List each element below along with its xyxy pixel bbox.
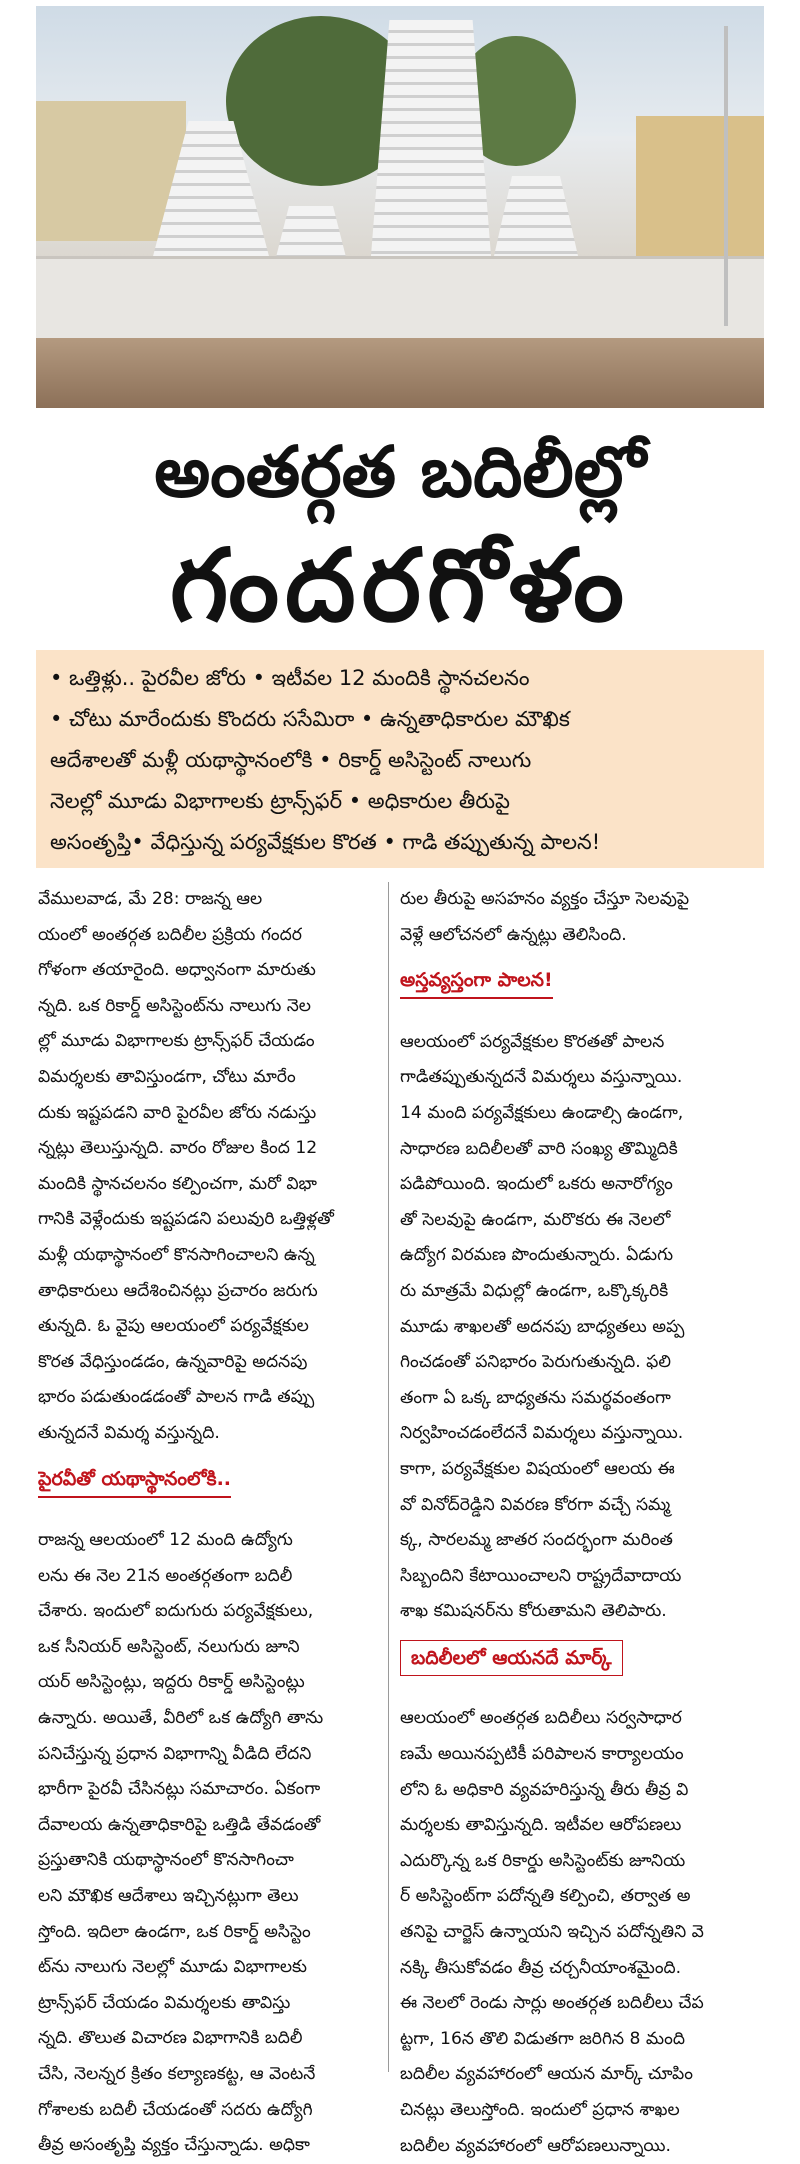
text-line: గాడితప్పుతున్నదనే విమర్శలు వస్తున్నాయి.: [400, 1067, 683, 1088]
text-line: న్నది. తొలుత విచారణ విభాగానికి బదిలీ: [38, 2028, 303, 2049]
text-line: ఉన్నారు. అయితే, వీరిలో ఒక ఉద్యోగి తాను: [38, 1708, 324, 1729]
article-left-column: [38, 882, 390, 2164]
photo-wall: [36, 256, 764, 349]
text-line: లని మౌఖిక ఆదేశాలు ఇచ్చినట్లుగా తెలు: [38, 1886, 299, 1907]
text-line: తున్నది. ఓ వైపు ఆలయంలో పర్యవేక్షకుల: [38, 1316, 309, 1337]
text-line: లోని ఓ అధికారి వ్యవహరిస్తున్న తీరు తీవ్ర వి: [400, 1779, 689, 1800]
text-line: చినట్లు తెలుస్తోంది. ఇందులో ప్రధాన శాఖల: [400, 2100, 680, 2120]
article-right-column: [400, 882, 752, 2164]
text-line: చేసి, నెలన్నర క్రితం కల్యాణకట్ట, ఆ వెంటనే: [38, 2064, 316, 2084]
text-line: యంలో అంతర్గత బదిలీల ప్రక్రియ గందర: [38, 924, 302, 945]
text-line: ఎదుర్కొన్న ఒక రికార్డు అసిస్టెంట్‌కు జూనియ: [400, 1850, 686, 1871]
text-line: కాగా, పర్యవేక్షకుల విషయంలో ఆలయ ఈ: [400, 1458, 675, 1479]
text-line: దేవాలయ ఉన్నతాధికారిపై ఒత్తిడి తేవడంతో: [38, 1814, 321, 1835]
text-line: ణమే అయినప్పటికీ పరిపాలన కార్యాలయం: [400, 1744, 684, 1765]
text-line: తనిపై చార్జెస్ ఉన్నాయని ఇచ్చిన పదోన్నతిని వె: [400, 1922, 704, 1943]
text-line: ర్ అసిస్టెంట్‌గా పదోన్నతి కల్పించి, తర్వాత అ: [400, 1886, 691, 1907]
text-line: క్క, సారలమ్మ జాతర సందర్భంగా మరింత: [400, 1530, 673, 1551]
text-line: ట్‌ను నాలుగు నెలల్లో మూడు విభాగాలకు: [38, 1957, 307, 1978]
text-line: 14 మంది పర్యవేక్షకులు ఉండాల్సి ఉండగా,: [400, 1102, 684, 1123]
text-line: విమర్శలకు తావిస్తుండగా, చోటు మారేం: [38, 1066, 296, 1087]
photo-lamp-pole: [724, 26, 728, 326]
text-line: ఆలయంలో అంతర్గత బదిలీలు సర్వసాధార: [400, 1708, 682, 1729]
photo-ground: [36, 338, 764, 408]
text-line: ఈ నెలలో రెండు సార్లు అంతర్గత బదిలీలు చేప: [400, 1993, 704, 2014]
text-line: యర్ అసిస్టెంట్లు, ఇద్దరు రికార్డ్ అసిస్టెంట్లు: [38, 1672, 305, 1693]
text-line: మర్శలకు తావిస్తున్నది. ఇటీవల ఆరోపణలు: [400, 1815, 682, 1836]
text-line: నక్కి తీసుకోవడం తీవ్ర చర్చనీయాంశమైంది.: [400, 1957, 682, 1978]
temple-photo: [36, 6, 764, 408]
text-line: వో వినోద్‌రెడ్డిని వివరణ కోరగా వచ్చే సమ్మ: [400, 1494, 671, 1515]
text-line: నిర్వహించడంలేదనే విమర్శలు వస్తున్నాయి.: [400, 1423, 684, 1444]
summary-deck: [36, 650, 764, 868]
subhead-pairavi: పైరవీతో యథాస్థానంలోకి..: [38, 1462, 231, 1498]
text-line: ట్టగా, 16న తొలి విడుతగా జరిగిన 8 మంది: [400, 2028, 685, 2049]
deck-line: • ఒత్తిళ్లు.. పైరవీల జోరు • ఇటీవల 12 మందికి స్థానచలనం: [50, 666, 530, 690]
deck-line: నెలల్లో మూడు విభాగాలకు ట్రాన్స్‌ఫర్ • అధికారుల తీరుపై: [50, 789, 510, 813]
deck-line: అసంతృప్తి• వేధిస్తున్న పర్యవేక్షకుల కొరత • గాడి తప్పుతున్న పాలన!: [50, 830, 601, 854]
text-line: దుకు ఇష్టపడని వారి పైరవీల జోరు నడుస్తు: [38, 1102, 317, 1123]
text-line: ట్రాన్స్‌ఫర్ చేయడం విమర్శలకు తావిస్తు: [38, 1992, 291, 2013]
text-line: రు మాత్రమే విధుల్లో ఉండగా, ఒక్కొక్కరికి: [400, 1280, 669, 1301]
text-line: న్నది. ఒక రికార్డ్ అసిస్టెంట్‌ను నాలుగు నెల: [38, 995, 311, 1016]
deck-line: • చోటు మారేందుకు కొందరు ససేమిరా • ఉన్నతాధికారుల మౌఖిక: [50, 707, 570, 731]
text-line: ఒక సీనియర్ అసిస్టెంట్, నలుగురు జూని: [38, 1636, 300, 1657]
text-line: రుల తీరుపై అసహనం వ్యక్తం చేస్తూ సెలవుపై: [400, 889, 690, 909]
text-line: మళ్లీ యథాస్థానంలో కొనసాగించాలని ఉన్న: [38, 1244, 315, 1265]
subhead-aayanade-mark: బదిలీలలో ఆయనదే మార్క్: [400, 1640, 623, 1676]
text-line: సాధారణ బదిలీలతో వారి సంఖ్య తొమ్మిదికి: [400, 1138, 678, 1159]
text-line: బదిలీల వ్యవహారంలో ఆరోపణలున్నాయి.: [400, 2135, 671, 2156]
text-line: న్నట్లు తెలుస్తున్నది. వారం రోజుల కింద 12: [38, 1138, 318, 1159]
text-line: స్తోంది. ఇదిలా ఉండగా, ఒక రికార్డ్ అసిస్టెం: [38, 1921, 311, 1942]
text-line: ల్లో మూడు విభాగాలకు ట్రాన్స్‌ఫర్ చేయడం: [38, 1031, 315, 1052]
text-line: తో సెలవుపై ఉండగా, మరొకరు ఈ నెలలో: [400, 1209, 671, 1230]
text-line: తున్నదనే విమర్శ వస్తున్నది.: [38, 1422, 220, 1443]
text-line: లను ఈ నెల 21న అంతర్గతంగా బదిలీ: [38, 1565, 293, 1586]
text-line: చేశారు. ఇందులో ఐదుగురు పర్యవేక్షకులు,: [38, 1601, 314, 1622]
text-line: మూడు శాఖలతో అదనపు బాధ్యతలు అప్ప: [400, 1316, 685, 1337]
text-line: సిబ్బందిని కేటాయించాలని రాష్ట్రదేవాదాయ: [400, 1565, 682, 1586]
text-line: వెళ్లే ఆలోచనలో ఉన్నట్లు తెలిసింది.: [400, 924, 627, 945]
photo-building-right: [636, 116, 764, 266]
left-para-2: [38, 1523, 390, 2164]
text-line: తంగా ఏ ఒక్క బాధ్యతను సమర్థవంతంగా: [400, 1387, 671, 1408]
text-line: వేములవాడ, మే 28: రాజన్న ఆల: [38, 889, 263, 909]
text-line: తీవ్ర అసంతృప్తి వ్యక్తం చేస్తున్నాడు. అధికా: [38, 2135, 310, 2156]
text-line: ఉద్యోగ విరమణ పొందుతున్నారు. ఏడుగు: [400, 1245, 674, 1266]
text-line: బదిలీల వ్యవహారంలో ఆయన మార్క్ చూపిం: [400, 2064, 693, 2085]
left-para-1: [38, 882, 390, 1452]
text-line: కొరత వేధిస్తుండడం, ఉన్నవారిపై అదనపు: [38, 1351, 308, 1372]
column-divider: [388, 882, 389, 2072]
text-line: పడిపోయింది. ఇందులో ఒకరు అనారోగ్యం: [400, 1174, 673, 1195]
text-line: పనిచేస్తున్న ప్రధాన విభాగాన్ని వీడిది లేదని: [38, 1743, 312, 1764]
text-line: మందికి స్థానచలనం కల్పించగా, మరో విభా: [38, 1173, 317, 1194]
text-line: గోళంగా తయారైంది. అధ్వానంగా మారుతు: [38, 960, 316, 981]
text-line: గోశాలకు బదిలీ చేయడంతో సదరు ఉద్యోగి: [38, 2099, 313, 2120]
text-line: ప్రస్తుతానికి యథాస్థానంలో కొనసాగించా: [38, 1850, 294, 1871]
right-para-3: [400, 1701, 752, 2164]
headline-line2: గందరగోళం: [170, 527, 630, 644]
text-line: రాజన్న ఆలయంలో 12 మంది ఉద్యోగు: [38, 1530, 293, 1551]
text-line: భారీగా పైరవీ చేసినట్లు సమాచారం. ఏకంగా: [38, 1779, 321, 1800]
text-line: గానికి వెళ్లేందుకు ఇష్టపడని పలువురి ఒత్తిళ్లతో: [38, 1209, 334, 1230]
headline-line1: అంతర్గత బదిలీల్లో: [154, 431, 646, 513]
text-line: ఆలయంలో పర్యవేక్షకుల కొరతతో పాలన: [400, 1031, 665, 1052]
text-line: తాధికారులు ఆదేశించినట్లు ప్రచారం జరుగు: [38, 1280, 318, 1301]
deck-line: ఆదేశాలతో మళ్లీ యథాస్థానంలోకి • రికార్డ్ అసిస్టెంట్ నాలుగు: [50, 748, 532, 772]
text-line: గించడంతో పనిభారం పెరుగుతున్నది. ఫలి: [400, 1352, 671, 1373]
text-line: భారం పడుతుండడంతో పాలన గాడి తప్పు: [38, 1387, 315, 1408]
text-line: శాఖ కమిషనర్‌ను కోరుతామని తెలిపారు.: [400, 1601, 667, 1622]
right-para-1: [400, 882, 752, 953]
subhead-astavyastam: అస్తవ్యస్తంగా పాలన!: [400, 963, 553, 999]
right-para-2: [400, 1025, 752, 1630]
